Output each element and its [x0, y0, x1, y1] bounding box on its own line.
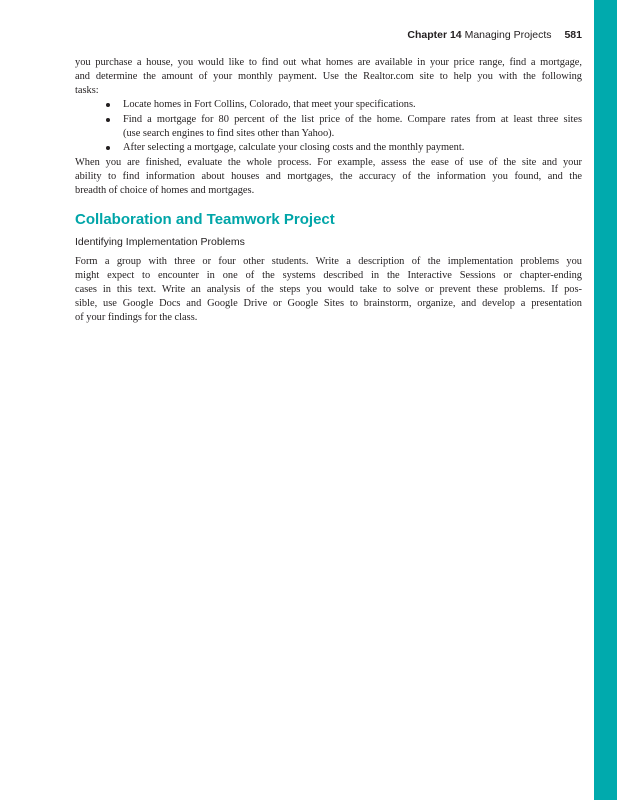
bullet-item	[123, 141, 582, 155]
section-heading: Collaboration and Teamwork Project	[75, 211, 335, 228]
body-line: When you are finished, evaluate the whole process. For example, assess the ease of use of the site and your	[75, 157, 582, 168]
bullet-icon	[106, 118, 110, 122]
body-line: breadth of choice of homes and mortgages.	[75, 185, 255, 196]
chapter-title: Managing Projects	[464, 29, 552, 41]
teal-edge-bar	[594, 0, 617, 800]
body-line: might expect to encounter in one of the systems described in the Interactive Sessions or chapter-ending	[75, 270, 582, 281]
chapter-number: Chapter 14	[407, 29, 462, 41]
body-line: Form a group with three or four other students. Write a description of the implementation problems you	[75, 256, 582, 267]
body-line: you purchase a house, you would like to find out what homes are available in your price range, find a mortgage,	[75, 57, 582, 68]
body-line: ability to find information about houses and mortgages, the accuracy of the information you found, and the	[75, 171, 582, 182]
bullet-text: Find a mortgage for 80 percent of the list price of the home. Compare rates from at least three sites	[123, 114, 582, 125]
body-line: and determine the amount of your monthly payment. Use the Realtor.com site to help you with the following	[75, 71, 582, 82]
bullet-icon	[106, 103, 110, 107]
bullet-icon	[106, 146, 110, 150]
section-subheading: Identifying Implementation Problems	[75, 236, 245, 248]
bullet-text: (use search engines to find sites other than Yahoo).	[123, 128, 335, 139]
bullet-item	[123, 98, 582, 112]
bullet-item	[123, 113, 582, 127]
body-line: cases in this text. Write an analysis of the steps you would take to solve or prevent these problems. If pos-	[75, 284, 582, 295]
body-line: sible, use Google Docs and Google Drive or Google Sites to brainstorm, organize, and develop a presentation	[75, 298, 582, 309]
body-line: of your findings for the class.	[75, 312, 198, 323]
bullet-text: After selecting a mortgage, calculate your closing costs and the monthly payment.	[123, 142, 465, 153]
page-number: 581	[564, 29, 582, 41]
running-header	[407, 29, 582, 41]
bullet-text: Locate homes in Fort Collins, Colorado, that meet your specifications.	[123, 99, 416, 110]
body-line: tasks:	[75, 85, 99, 96]
